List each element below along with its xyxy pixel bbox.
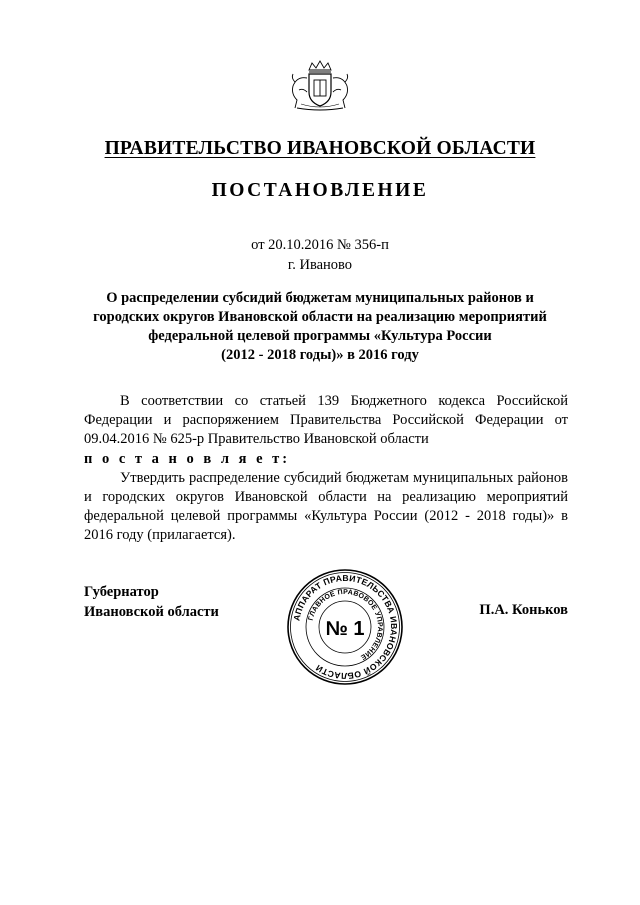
signatory-title-line2: Ивановской области xyxy=(84,603,219,620)
resolves-word: п о с т а н о в л я е т: xyxy=(84,450,291,467)
stamp-center-number: № 1 xyxy=(325,618,365,640)
signatory-title-line1: Губернатор xyxy=(84,584,159,600)
coat-of-arms-icon xyxy=(287,60,353,112)
document-type: ПОСТАНОВЛЕНИЕ xyxy=(211,180,429,201)
signatory-name: П.А. Коньков xyxy=(479,602,568,618)
resolves-line xyxy=(84,450,568,469)
date-number-line: от 20.10.2016 № 356-п xyxy=(251,237,389,253)
city-line: г. Иваново xyxy=(287,257,353,273)
resolution-subject xyxy=(80,289,560,365)
subject-line: городских округов Ивановской области на реализацию мероприятий xyxy=(93,309,547,325)
signatory-title xyxy=(84,583,219,622)
body-paragraph-decision: Утвердить распределение субсидий бюджетам муниципальных районов и городских округов Ивановской области на реализацию мероприятий федеральной целевой программы «Культура России (2012 - 2018 годы)» в 2016 году (прилагается). xyxy=(84,469,568,544)
official-seal-icon xyxy=(286,568,404,686)
subject-line: О распределении субсидий бюджетам муниципальных районов и xyxy=(106,290,534,306)
subject-line: (2012 - 2018 годы)» в 2016 году xyxy=(221,347,419,363)
subject-line: федеральной целевой программы «Культура России xyxy=(148,328,492,344)
stamp-inner-text: ГЛАВНОЕ ПРАВОВОЕ УПРАВЛЕНИЕ xyxy=(307,588,384,661)
stamp-outer-text: АППАРАТ ПРАВИТЕЛЬСТВА ИВАНОВСКОЙ ОБЛАСТИ xyxy=(291,572,400,682)
government-title: ПРАВИТЕЛЬСТВО ИВАНОВСКОЙ ОБЛАСТИ xyxy=(104,138,536,159)
resolution-body xyxy=(84,392,568,546)
body-paragraph-preamble: В соответствии со статьей 139 Бюджетного кодекса Российской Федерации и распоряжением Правительства Российской Федерации от 09.04.2016 № 625-р Правительство Ивановской области xyxy=(84,393,568,448)
